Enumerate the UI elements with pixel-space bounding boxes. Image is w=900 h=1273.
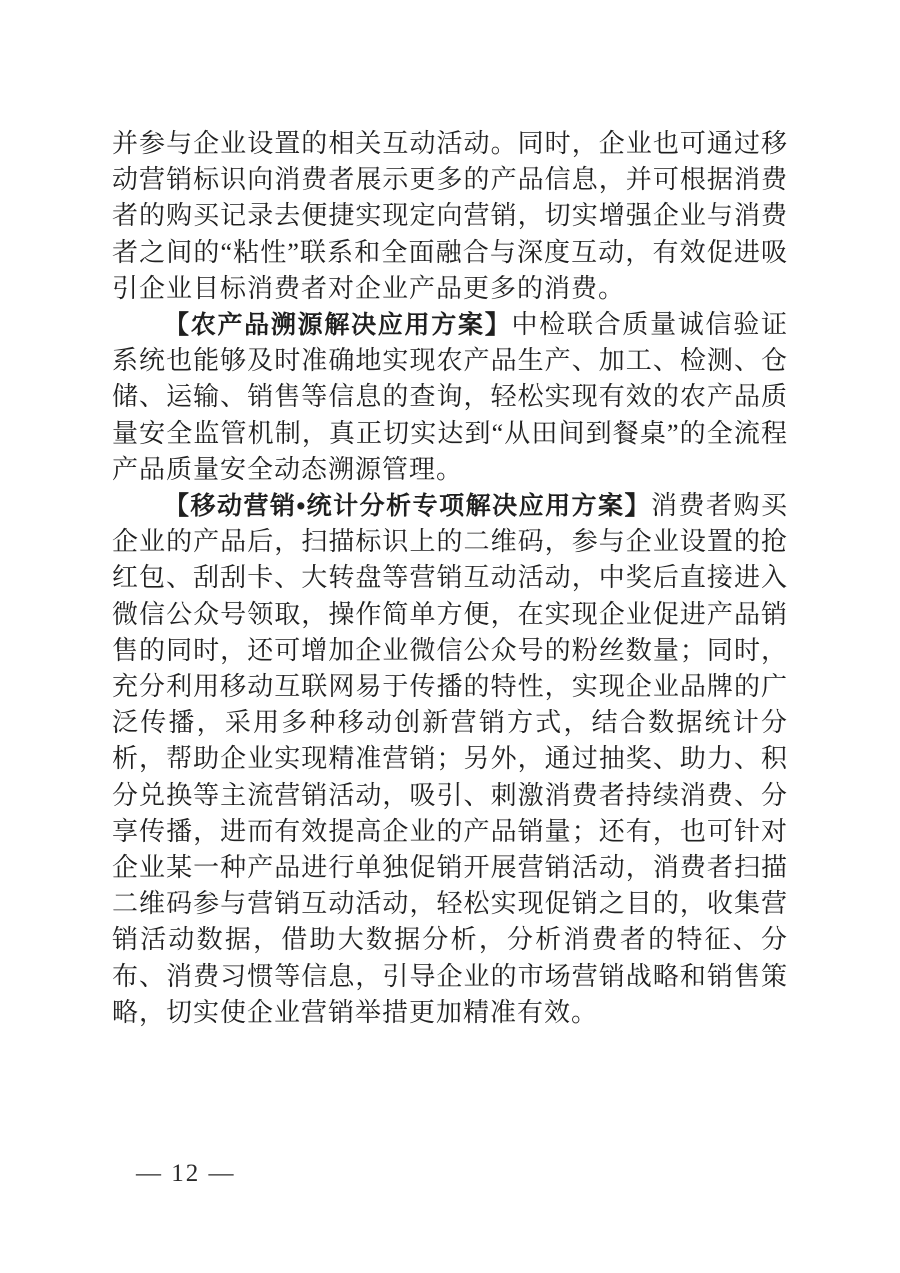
page-number: — 12 — — [136, 1160, 236, 1187]
paragraph-text: 并参与企业设置的相关互动活动。同时，企业也可通过移动营销标识向消费者展示更多的产品信息，并可根据消费者的购买记录去便捷实现定向营销，切实增强企业与消费者之间的“粘性”联系和全面融合与深度互动，有效促进吸引企业目标消费者对企业产品更多的消费。 — [112, 129, 788, 303]
paragraph-text: 中检联合质量诚信验证系统也能够及时准确地实现农产品生产、加工、检测、仓储、运输、销售等信息的查询，轻松实现有效的农产品质量安全监管机制，真正切实达到“从田间到餐桌”的全流程产品质量安全动态溯源管理。 — [112, 310, 788, 484]
document-body — [112, 126, 788, 1031]
paragraph-mobile-marketing — [112, 488, 788, 1031]
paragraph-continuation — [112, 126, 788, 307]
section-title: 【移动营销•统计分析专项解决应用方案】 — [164, 492, 652, 521]
paragraph-text: 消费者购买企业的产品后，扫描标识上的二维码，参与企业设置的抢红包、刮刮卡、大转盘等营销互动活动，中奖后直接进入微信公众号领取，操作简单方便，在实现企业促进产品销售的同时，还可增加企业微信公众号的粉丝数量；同时，充分利用移动互联网易于传播的特性，实现企业品牌的广泛传播，采用多种移动创新营销方式，结合数据统计分析，帮助企业实现精准营销；另外，通过抽奖、助力、积分兑换等主流营销活动，吸引、刺激消费者持续消费、分享传播，进而有效提高企业的产品销量；还有，也可针对企业某一种产品进行单独促销开展营销活动，消费者扫描二维码参与营销互动活动，轻松实现促销之目的，收集营销活动数据，借助大数据分析，分析消费者的特征、分布、消费习惯等信息，引导企业的市场营销战略和销售策略，切实使企业营销举措更加精准有效。 — [112, 491, 788, 1027]
paragraph-agri-traceability — [112, 307, 788, 488]
section-title: 【农产品溯源解决应用方案】 — [164, 311, 512, 340]
